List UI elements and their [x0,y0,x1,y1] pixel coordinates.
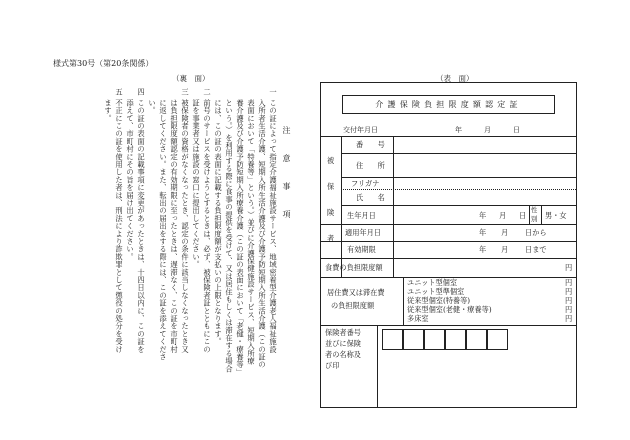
room-type-unit-private-yen: 円 [565,278,573,287]
certificate-title: 介護保険負担限度額認定証 [342,95,555,114]
note-1-line-4: 養介護及び介護予防短期入所療養介護（この証の表面において「老健・療養等」 [236,99,245,377]
note-1-line-1: この証によって指定介護福祉施設サービス、地域密着型介護老人福祉施設 [269,99,278,354]
room-type-multi-bed-yen: 円 [565,314,573,323]
room-type-conventional-tokuyo: 従来型個室(特養等) [407,296,471,305]
rule-residence [321,325,576,326]
sex-label-1: 性 [531,207,538,214]
note-4-line-2: 添えて、市町村にその旨を届け出てください。 [126,99,135,261]
rule-furigana [341,189,576,190]
applicable-year-unit: 年 [479,228,487,237]
name-label: 氏 名 [356,193,385,202]
room-type-unit-semi-private-yen: 円 [565,287,573,296]
note-2-line-1: 前号のサービスを受けようとするときは、必ず、被保険者証とともにこの [203,99,212,354]
food-cost-yen: 円 [565,263,573,272]
rule-top [321,136,576,137]
insurer-label-line-3: 者の名称及 [325,350,361,359]
insured-label-4: 者 [327,234,335,243]
rule-label-col [393,136,394,277]
rule-residence-col [403,277,404,325]
insurer-number-digit-2[interactable] [403,329,424,350]
back-side-caption: （裏 面） [172,74,210,83]
residence-cost-label-2: の負担限度額 [331,301,375,310]
rule-number [341,153,576,154]
insurer-label-line-2: 並びに保険 [325,339,361,348]
insurer-number-digit-3[interactable] [424,329,445,350]
note-5-line-1: 不正にこの証を使用した者は、刑法により詐欺罪として懲役の処分を受け [115,99,124,354]
note-1-number: 一 [269,88,278,96]
room-type-conventional-roken: 従来型個室(老健・療養等) [407,305,492,314]
note-1-line-3: 表面において「特養等」という。）並びに介護保健施設サービス、短期入所療 [247,99,256,365]
applicable-date-label: 適用年月日 [345,228,381,237]
room-type-conventional-roken-yen: 円 [565,305,573,314]
insurer-label-line-1: 保険者番号 [325,328,361,337]
note-5-line-2: ます。 [104,99,113,123]
insured-label-2: 保 [327,182,335,191]
note-3-line-2: は負担限度額認定の有効期限に至ったときは、遅滞なく、この証を市町村 [170,99,179,354]
room-type-unit-semi-private: ユニット型準個室 [407,287,465,296]
note-1-line-5: という。）を利用する際に食事の提供を受けて、又は居住もしくは滞在する場合 [225,99,234,373]
rule-birth [321,224,576,225]
food-cost-label: 食費の負担限度額 [325,263,383,272]
rule-expiry [321,258,576,259]
sex-value: 男・女 [545,211,567,220]
expiry-year-unit: 年 [479,245,487,254]
applicable-from-suffix: 日から [525,228,547,237]
room-type-unit-private: ユニット型個室 [407,278,458,287]
expiry-month-unit: 月 [501,245,509,254]
rule-applicable [321,241,576,242]
note-3-line-3: に返してください。また、転出の届出をする際には、この証を添えてくださ [159,99,168,361]
insurer-number-digit-6[interactable] [487,329,508,350]
note-4-line-1: この証の表面の記載事項に変更があったときは、十四日以内に、この証を [137,99,146,354]
form-number: 様式第30号（第20条関係） [53,59,154,68]
applicable-month-unit: 月 [501,228,509,237]
note-4-number: 四 [137,88,146,96]
room-type-conventional-tokuyo-yen: 円 [565,296,573,305]
issue-month-unit: 月 [484,126,491,134]
birth-date-label: 生年月日 [347,211,376,220]
note-5-number: 五 [115,88,124,96]
back-side-notes [75,82,299,406]
note-3-line-1: 被保険者の資格がなくなったとき、認定の条件に該当しなくなったとき又 [181,99,190,354]
issue-year-unit: 年 [455,126,462,134]
insurer-number-digit-5[interactable] [466,329,487,350]
note-3-line-4: い。 [148,99,157,115]
issue-date-label: 交付年月日 [343,126,378,134]
rule-insurer-col [377,325,378,407]
note-2-number: 二 [203,88,212,96]
rule-sex-right [541,205,542,224]
front-side-caption: （表 面） [436,74,474,83]
birth-month-unit: 月 [499,211,507,220]
certificate-front [320,82,577,408]
insurer-number-digit-4[interactable] [445,329,466,350]
insurer-label-line-4: び印 [325,361,340,370]
expiry-date-label: 有効期限 [347,245,376,254]
birth-year-unit: 年 [479,211,487,220]
birth-day-unit: 日 [519,211,527,220]
note-2-line-2: 証を事業者又は施設の窓口に提出してください。 [192,99,201,269]
note-3-number: 三 [181,88,190,96]
number-label: 番 号 [356,140,385,149]
address-label: 住 所 [356,161,385,170]
notes-title: 注 意 事 項 [282,126,291,224]
room-type-multi-bed: 多床室 [407,314,429,323]
note-1-line-2: 入所者生活介護、短期入所生活介護及び介護予防短期入所生活介護（この証の [258,99,267,369]
note-1-line-6: には、この証の表面に記載する負担限度額が支払いの上限となります。 [214,99,223,346]
furigana-label: フリガナ [351,179,380,188]
insured-label-3: 険 [327,208,335,217]
issue-day-unit: 日 [513,126,520,134]
residence-cost-label-1: 居住費又は滞在費 [327,288,385,297]
rule-sex-left [529,205,530,224]
sex-label-2: 別 [531,216,538,223]
insured-label-1: 被 [327,156,335,165]
expiry-until-suffix: 日まで [525,245,547,254]
insurer-number-digit-1[interactable] [382,329,403,350]
rule-address [341,177,576,178]
rule-insured-col [341,136,342,277]
